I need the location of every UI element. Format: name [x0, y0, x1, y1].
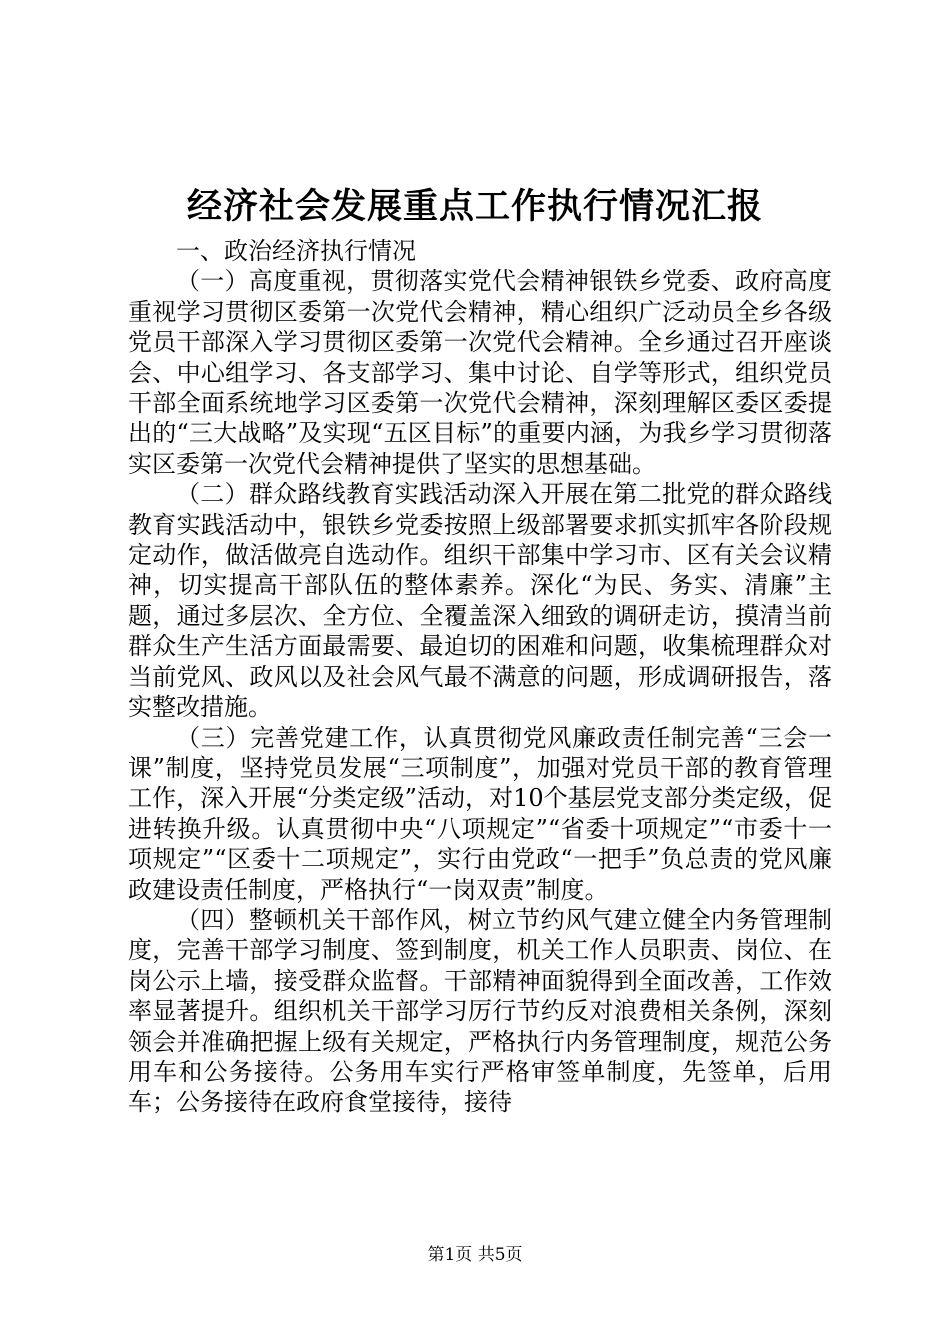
section-heading: 一、政治经济执行情况: [176, 237, 416, 265]
paragraph-1: （一）高度重视，贯彻落实党代会精神银铁乡党委、政府高度重视学习贯彻区委第一次党代会精神，精心组织广泛动员全乡各级党员干部深入学习贯彻区委第一次党代会精神。全乡通过召开座谈会、中心组学习、各支部学习、集中讨论、自学等形式，组织党员干部全面系统地学习区委第一次党代会精神，深刻理解区委区委提出的“三大战略”及实现“五区目标”的重要内涵，为我乡学习贯彻落实区委第一次党代会精神提供了坚实的思想基础。: [128, 267, 832, 478]
document-body: [128, 236, 832, 1118]
paragraph-4: （四）整顿机关干部作风，树立节约风气建立健全内务管理制度，完善干部学习制度、签到制度，机关工作人员职责、岗位、在岗公示上墙，接受群众监督。干部精神面貌得到全面改善，工作效率显著提升。组织机关干部学习厉行节约反对浪费相关条例，深刻领会并准确把握上级有关规定，严格执行内务管理制度，规范公务用车和公务接待。公务用车实行严格审签单制度，先签单，后用车；公务接待在政府食堂接待，接待: [128, 905, 832, 1117]
paragraph-2: （二）群众路线教育实践活动深入开展在第二批党的群众路线教育实践活动中，银铁乡党委按照上级部署要求抓实抓牢各阶段规定动作，做活做亮自选动作。组织干部集中学习市、区有关会议精神，切实提高干部队伍的整体素养。深化“为民、务实、清廉”主题，通过多层次、全方位、全覆盖深入细致的调研走访，摸清当前群众生产生活方面最需要、最迫切的困难和问题，收集梳理群众对当前党风、政风以及社会风气最不满意的问题，形成调研报告，落实整改措施。: [128, 480, 832, 722]
document-title: 经济社会发展重点工作执行情况汇报: [186, 186, 763, 227]
page-number-footer: 第1页 共5页: [427, 1245, 523, 1265]
paragraph-3: （三）完善党建工作，认真贯彻党风廉政责任制完善“三会一课”制度，坚持党员发展“三项制度”，加强对党员干部的教育管理工作，深入开展“分类定级”活动，对10个基层党支部分类定级，促进转换升级。认真贯彻中央“八项规定”“省委十项规定”“市委十一项规定”“区委十二项规定”，实行由党政“一把手”负总责的党风廉政建设责任制度，严格执行“一岗双责”制度。: [128, 723, 832, 904]
